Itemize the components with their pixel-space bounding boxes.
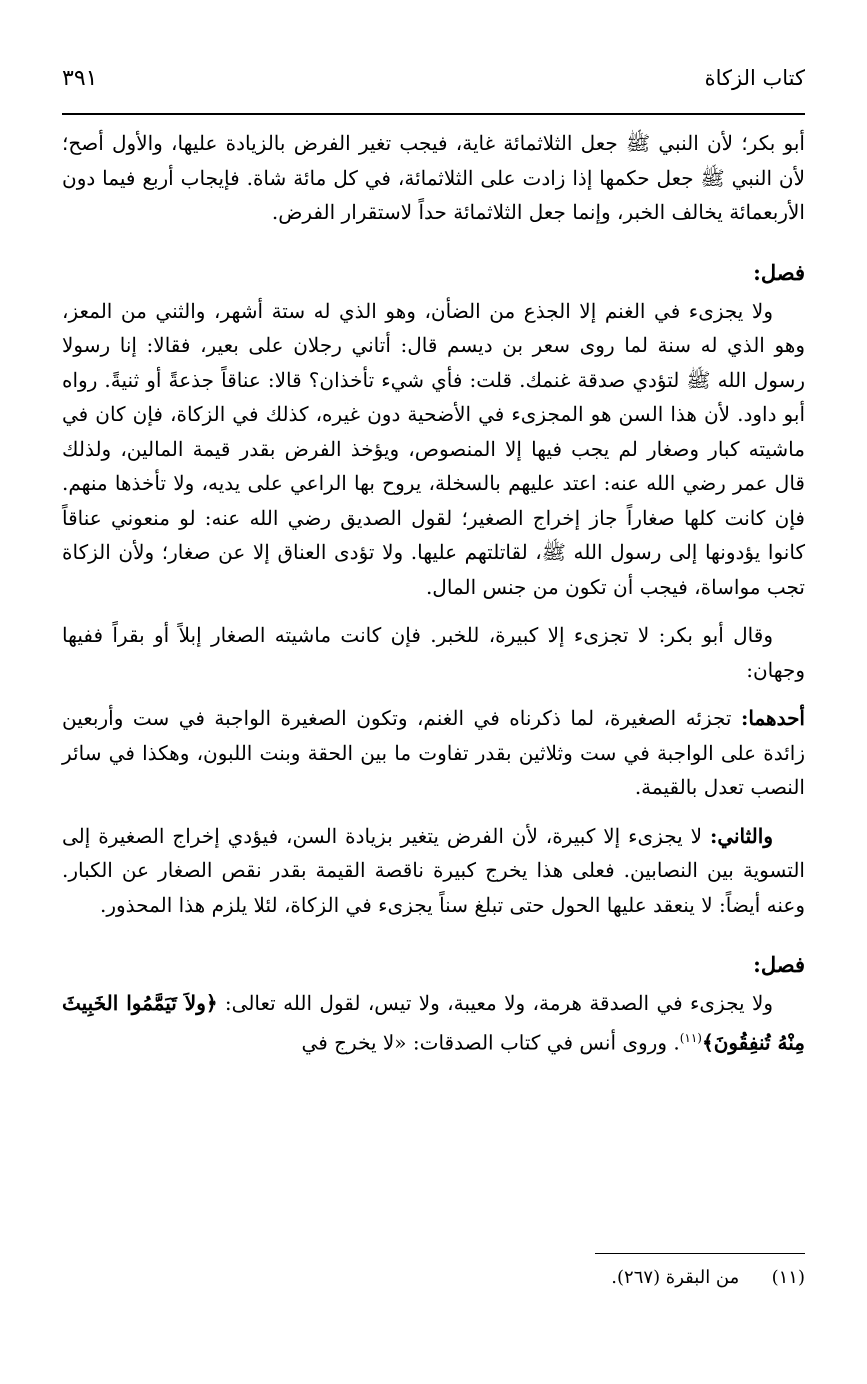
section-heading: فصل: xyxy=(753,952,805,977)
quran-verse: ﴿ولاَ تَيَمَّمُوا الخَبِيثَ مِنْهُ تُنفِقُونَ﴾ xyxy=(62,991,805,1055)
footnote-number: (١١) xyxy=(771,1267,805,1288)
section-heading: فصل: xyxy=(753,259,805,285)
paragraph: أبو بكر؛ لأن النبي ﷺ جعل الثلاثمائة غاية، فيجب تغير الفرض بالزيادة عليها، والأول أصح؛ لأن النبي ﷺ جعل حكمها إذا زادت على الثلاثمائة، في كل مائة شاة. فإيجاب أربع فيما دون الأربعمائة يخالف الخبر، وإنما جعل الثلاثمائة حداً لاستقرار الفرض. xyxy=(62,131,805,224)
paragraph: والثاني: لا يجزىء إلا كبيرة، لأن الفرض يتغير بزيادة السن، فيؤدي إخراج الصغيرة إلى التسوية بين النصابين. فعلى هذا يخرج كبيرة ناقصة القيمة بقدر نقص الصغار عن الكبار. وعنه أيضاً: لا ينعقد عليها الحول حتى تبلغ سناً يجزىء في الزكاة، لئلا يلزم هذا المحذور. xyxy=(62,823,805,917)
paragraph: أحدهما: تجزئه الصغيرة، لما ذكرناه في الغنم، وتكون الصغيرة الواجبة في ست وأربعين زائدة على الواجبة في ست وثلاثين بقدر تفاوت ما بين الحقة وبنت اللبون، وهكذا في سائر النصب تعدل بالقيمة. xyxy=(62,706,805,799)
footnote-rule xyxy=(595,1253,805,1254)
paragraph: ولا يجزىء في الصدقة هرمة، ولا معيبة، ولا تيس، لقول الله تعالى: ﴿ولاَ تَيَمَّمُوا الخَبِيثَ مِنْهُ تُنفِقُونَ﴾$^{(١١)}$. وروى أنس في كتاب الصدقات: «لا يخرج في xyxy=(62,991,805,1055)
footnote-text: من البقرة (٢٦٧). xyxy=(611,1267,740,1288)
paragraph: وقال أبو بكر: لا تجزىء إلا كبيرة، للخبر. فإن كانت ماشيته الصغار إبلاً أو بقراً ففيها وجهان: xyxy=(62,623,805,682)
page-header xyxy=(62,58,805,98)
paragraph-lead: والثاني: xyxy=(709,823,773,848)
paragraph: ولا يجزىء في الغنم إلا الجذع من الضأن، وهو الذي له ستة أشهر، والثني من المعز، وهو الذي له سنة لما روى سعر بن ديسم قال: أتاني رجلان على بعير، فقالا: إنا رسولا رسول الله ﷺ لتؤدي صدقة غنمك. قلت: فأي شيء تأخذان؟ قالا: عناقاً جذعةً أو ثنيةً. رواه أبو داود. لأن هذا السن هو المجزىء في الأضحية دون غيره، كذلك في الزكاة، فإن كان في ماشيته كبار وصغار لم يجب فيها إلا المنصوص، ويؤخذ الفرض بقدر قيمة المالين، ولذلك قال عمر رضي الله عنه: اعتد عليهم بالسخلة، يروح بها الراعي على يديه، ولا تأخذها منهم. فإن كانت كلها صغاراً جاز إخراج الصغير؛ لقول الصديق رضي الله عنه: لو منعوني عناقاً كانوا يؤدونها إلى رسول الله ﷺ، لقاتلتهم عليها. ولا تؤدى العناق إلا عن صغار؛ ولأن الزكاة تجب مواساة، فيجب أن تكون من جنس المال. xyxy=(62,298,805,599)
page-number: ٣٩١ xyxy=(62,65,98,91)
page-body xyxy=(62,126,805,1074)
paragraph-lead: أحدهما: xyxy=(740,706,805,730)
footnote-ref[interactable]: (١١) xyxy=(679,1030,702,1045)
footnote xyxy=(62,1263,805,1293)
header-rule xyxy=(62,113,805,115)
running-title: كتاب الزكاة xyxy=(704,66,805,90)
